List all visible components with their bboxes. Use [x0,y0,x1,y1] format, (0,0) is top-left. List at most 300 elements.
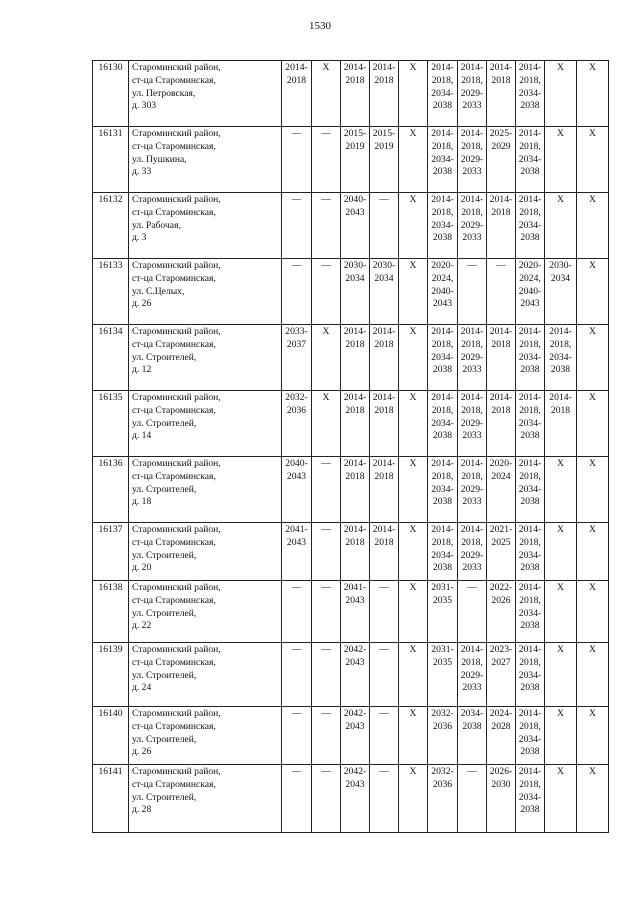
period-cell [516,391,545,457]
period-line: 2021- [489,524,513,535]
period-cell [341,581,370,643]
period-line: — [321,766,331,777]
table-row [93,581,609,643]
row-number: 16141 [93,765,129,833]
period-line: — [379,582,389,593]
period-line: 2043 [345,720,365,732]
period-line: 2035 [432,594,453,606]
period-cell [370,765,399,833]
period-line: 2028 [491,720,511,732]
table-row [93,643,609,707]
period-line: 2024 [491,470,511,482]
period-cell [545,259,577,325]
period-line: 2014- [372,62,396,73]
period-line: 2018 [491,74,511,86]
address-line: Староминский район, [132,194,221,205]
period-line: 2018, [519,656,541,668]
period-cell [487,193,516,259]
period-line: 2034 [345,272,365,284]
period-line: 2014- [431,458,454,469]
period-cell [428,127,458,193]
period-line: Х [409,260,417,271]
period-line: 2014- [518,458,542,469]
page-number: 1530 [309,20,331,32]
period-cell [487,457,516,523]
row-number: 16138 [93,581,129,643]
period-line: 2038 [520,496,540,508]
period-line: 2014- [372,392,396,403]
period-line: 2033 [462,166,482,178]
period-cell [428,457,458,523]
period-line: 2037 [286,338,307,350]
address-line: Староминский район, [132,62,221,73]
period-line: 2031- [431,644,454,655]
period-line: Х [589,392,596,403]
period-line: 2014- [343,458,367,469]
period-line: 2018, [519,338,541,350]
table-row [93,193,609,259]
period-cell [428,707,458,765]
address-line: Староминский район, [132,458,221,469]
period-line: 2018 [374,338,394,350]
period-line: 2029- [460,669,484,681]
address-cell [129,193,282,259]
period-line: 2042- [343,644,367,655]
address-line: ст-ца Староминская, [132,720,216,732]
period-cell [399,765,428,833]
period-cell [516,707,545,765]
period-line: 2041- [343,582,367,593]
period-cell [312,127,341,193]
period-line: 2036 [432,720,453,732]
address-line: ул. Строителей, [132,733,197,745]
period-line: 2018, [461,140,483,152]
address-cell [129,325,282,391]
period-line: 2018 [491,404,511,416]
period-cell [458,523,487,581]
period-cell [399,391,428,457]
period-line: 2034- [431,351,454,363]
period-line: Х [589,582,596,593]
period-line: — [379,644,389,655]
period-line: — [379,194,389,205]
table-row [93,127,609,193]
period-cell [516,259,545,325]
period-line: 2018, [519,720,541,732]
period-cell [282,765,312,833]
period-line: Х [409,458,417,469]
period-cell [545,61,577,127]
period-line: 2020- [489,458,513,469]
period-cell [312,643,341,707]
period-line: 2018 [374,536,394,548]
period-line: 2040- [285,458,308,469]
period-line: 2014- [431,326,454,337]
period-line: 2034- [518,153,542,165]
period-line: 2043 [345,594,365,606]
period-line: 2043 [432,298,453,310]
period-line: Х [409,644,417,655]
period-line: 2015- [372,128,396,139]
period-line: 2033 [462,100,482,112]
period-line: 2033 [462,430,482,442]
period-line: 2029- [460,483,484,495]
period-line: Х [589,766,596,777]
period-line: — [321,708,331,719]
period-line: 2014- [518,582,542,593]
period-line: 2034- [460,708,484,719]
period-line: 2014- [489,194,513,205]
period-cell [428,61,458,127]
period-line: 2018, [461,536,483,548]
period-line: 2018, [461,74,483,86]
period-line: 2014- [518,392,542,403]
period-line: — [467,766,477,777]
address-line: д. 14 [132,430,152,442]
period-cell [399,61,428,127]
period-cell [458,259,487,325]
period-cell [516,765,545,833]
period-line: 2018 [345,470,365,482]
period-line: Х [322,392,330,403]
period-line: Х [589,458,596,469]
period-line: 2033 [462,232,482,244]
period-cell [487,643,516,707]
period-cell [577,391,609,457]
period-line: 2020- [518,260,542,271]
address-line: д. 28 [132,804,152,816]
schedule-table [92,60,609,833]
period-line: 2034- [431,417,454,429]
period-line: 2018, [431,74,454,86]
period-line: Х [557,194,564,205]
period-line: 2038 [520,682,540,694]
period-cell [399,523,428,581]
table-row [93,259,609,325]
period-line: 2018 [345,338,365,350]
address-line: д. 20 [132,562,152,574]
period-cell [399,581,428,643]
period-line: 2038 [520,100,540,112]
period-line: 2018, [519,140,541,152]
row-number: 16131 [93,127,129,193]
period-line: 2014- [549,392,572,403]
period-cell [428,581,458,643]
address-line: ст-ца Староминская, [132,778,216,790]
period-line: 2025- [489,128,513,139]
period-line: 2034- [431,219,454,231]
period-line: 2029- [460,351,484,363]
period-line: — [379,708,389,719]
address-cell [129,643,282,707]
period-line: 2042- [343,766,367,777]
address-line: ул. Строителей, [132,351,197,363]
period-cell [282,325,312,391]
address-line: Староминский район, [132,260,221,271]
period-cell [341,61,370,127]
period-cell [577,581,609,643]
period-cell [487,581,516,643]
period-line: Х [557,524,564,535]
period-line: 2034- [431,483,454,495]
period-cell [282,391,312,457]
address-line: ул. Строителей, [132,669,197,681]
period-line: 2043 [345,656,365,668]
period-line: 2018, [519,206,541,218]
address-line: Староминский район, [132,392,221,403]
period-line: — [321,644,331,655]
period-line: 2038 [520,620,540,632]
period-line: 2034- [518,669,542,681]
period-cell [312,391,341,457]
period-line: — [291,128,302,139]
period-cell [370,391,399,457]
address-line: ул. Рабочая, [132,219,181,231]
period-cell [487,127,516,193]
period-line: — [467,260,477,271]
period-line: 2014- [343,392,367,403]
period-cell [399,457,428,523]
row-number: 16130 [93,61,129,127]
period-line: 2018 [345,536,365,548]
period-line: Х [409,766,417,777]
period-line: 2032- [285,392,308,403]
period-cell [428,259,458,325]
period-line: 2018, [519,404,541,416]
period-cell [577,325,609,391]
period-cell [428,325,458,391]
period-line: 2029- [460,219,484,231]
address-line: ул. Строителей, [132,607,197,619]
period-line: Х [409,582,417,593]
period-cell [458,61,487,127]
table-body [93,61,609,833]
period-line: 2014- [518,128,542,139]
period-cell [370,581,399,643]
period-line: 2014- [431,62,454,73]
table-row [93,707,609,765]
period-line: 2019 [345,140,365,152]
period-cell [545,765,577,833]
table-row [93,457,609,523]
period-line: 2034- [518,733,542,745]
address-line: ст-ца Староминская, [132,594,216,606]
period-line: 2018, [519,778,541,790]
period-line: 2034 [374,272,394,284]
period-line: 2014- [489,62,513,73]
period-line: 2023- [489,644,513,655]
period-cell [312,193,341,259]
period-cell [487,523,516,581]
period-cell [487,391,516,457]
address-cell [129,581,282,643]
address-cell [129,523,282,581]
period-cell [458,391,487,457]
period-line: 2018 [491,338,511,350]
period-cell [577,523,609,581]
period-line: 2033- [285,326,308,337]
period-cell [458,325,487,391]
table-row [93,765,609,833]
period-cell [487,707,516,765]
period-line: 2032- [431,766,454,777]
period-cell [370,707,399,765]
period-line: 2018, [549,338,572,350]
period-line: — [379,766,389,777]
period-line: 2042- [343,708,367,719]
address-line: ст-ца Староминская, [132,470,216,482]
period-cell [282,707,312,765]
row-number: 16139 [93,643,129,707]
period-line: Х [557,128,564,139]
period-cell [516,193,545,259]
period-cell [341,457,370,523]
row-number: 16137 [93,523,129,581]
period-cell [341,127,370,193]
period-line: 2032- [431,708,454,719]
period-line: 2014- [460,458,484,469]
period-cell [458,765,487,833]
address-line: д. 3 [132,232,147,244]
period-cell [428,523,458,581]
period-cell [545,193,577,259]
address-line: д. 303 [132,100,157,112]
address-line: ст-ца Староминская, [132,272,216,284]
period-line: Х [409,326,417,337]
period-cell [282,259,312,325]
period-cell [487,765,516,833]
period-cell [487,259,516,325]
period-line: Х [589,644,596,655]
period-line: 2018, [431,140,454,152]
period-line: Х [589,194,596,205]
period-cell [341,193,370,259]
table-row [93,61,609,127]
period-line: 2038 [520,804,540,816]
period-cell [341,259,370,325]
period-line: 2014- [518,194,542,205]
period-cell [458,581,487,643]
period-cell [312,259,341,325]
period-line: 2038 [520,430,540,442]
period-line: 2018, [431,404,454,416]
address-line: ст-ца Староминская, [132,140,216,152]
period-line: 2034 [550,272,571,284]
period-line: Х [589,62,596,73]
period-line: 2038 [432,562,453,574]
period-line: — [291,708,302,719]
address-cell [129,457,282,523]
address-line: Староминский район, [132,326,221,337]
period-line: 2038 [520,364,540,376]
period-line: 2018 [374,74,394,86]
address-line: Староминский район, [132,766,221,777]
address-cell [129,391,282,457]
address-line: д. 26 [132,746,152,758]
period-line: 2024- [489,708,513,719]
period-line: — [291,194,302,205]
period-line: 2035 [432,656,453,668]
period-line: 2030 [491,778,511,790]
period-line: 2014- [518,644,542,655]
period-line: Х [557,644,564,655]
period-line: 2018, [431,536,454,548]
period-line: 2014- [489,392,513,403]
period-cell [370,643,399,707]
period-cell [545,581,577,643]
period-line: 2038 [432,232,453,244]
row-number: 16132 [93,193,129,259]
period-line: 2029- [460,417,484,429]
period-line: 2018 [374,404,394,416]
period-line: 2018, [431,206,454,218]
period-cell [458,457,487,523]
period-line: 2026- [489,766,513,777]
period-line: 2029- [460,87,484,99]
period-line: 2034- [431,549,454,561]
period-line: 2020- [431,260,454,271]
period-line: 2018 [491,206,511,218]
period-cell [487,61,516,127]
period-cell [458,707,487,765]
address-line: д. 12 [132,364,152,376]
period-line: — [496,260,506,271]
period-cell [399,707,428,765]
row-number: 16140 [93,707,129,765]
period-line: Х [409,392,417,403]
period-cell [545,643,577,707]
period-cell [282,523,312,581]
period-line: 2034- [518,219,542,231]
period-cell [516,643,545,707]
period-line: 2033 [462,496,482,508]
period-line: 2014- [431,194,454,205]
period-line: 2018, [431,470,454,482]
address-line: д. 22 [132,620,152,632]
period-line: 2018 [345,404,365,416]
period-cell [282,457,312,523]
period-line: 2025 [491,536,511,548]
period-cell [399,643,428,707]
period-cell [370,325,399,391]
period-line: 2036 [432,778,453,790]
period-line: 2014- [343,326,367,337]
period-cell [428,193,458,259]
period-line: Х [409,524,417,535]
period-line: 2038 [520,166,540,178]
period-line: Х [589,326,596,337]
period-line: 2030- [549,260,572,271]
period-cell [341,765,370,833]
period-line: Х [557,582,564,593]
period-cell [516,523,545,581]
period-line: 2018, [461,404,483,416]
period-line: 2018, [519,470,541,482]
period-line: 2043 [286,470,307,482]
period-line: 2036 [286,404,307,416]
period-cell [341,391,370,457]
period-line: Х [589,260,596,271]
period-line: 2029- [460,549,484,561]
period-line: 2034- [518,791,542,803]
period-line: 2034- [431,153,454,165]
address-line: ст-ца Староминская, [132,404,216,416]
address-line: Староминский район, [132,644,221,655]
period-line: — [321,458,331,469]
period-line: — [321,582,331,593]
period-line: 2014- [372,458,396,469]
table-row [93,391,609,457]
